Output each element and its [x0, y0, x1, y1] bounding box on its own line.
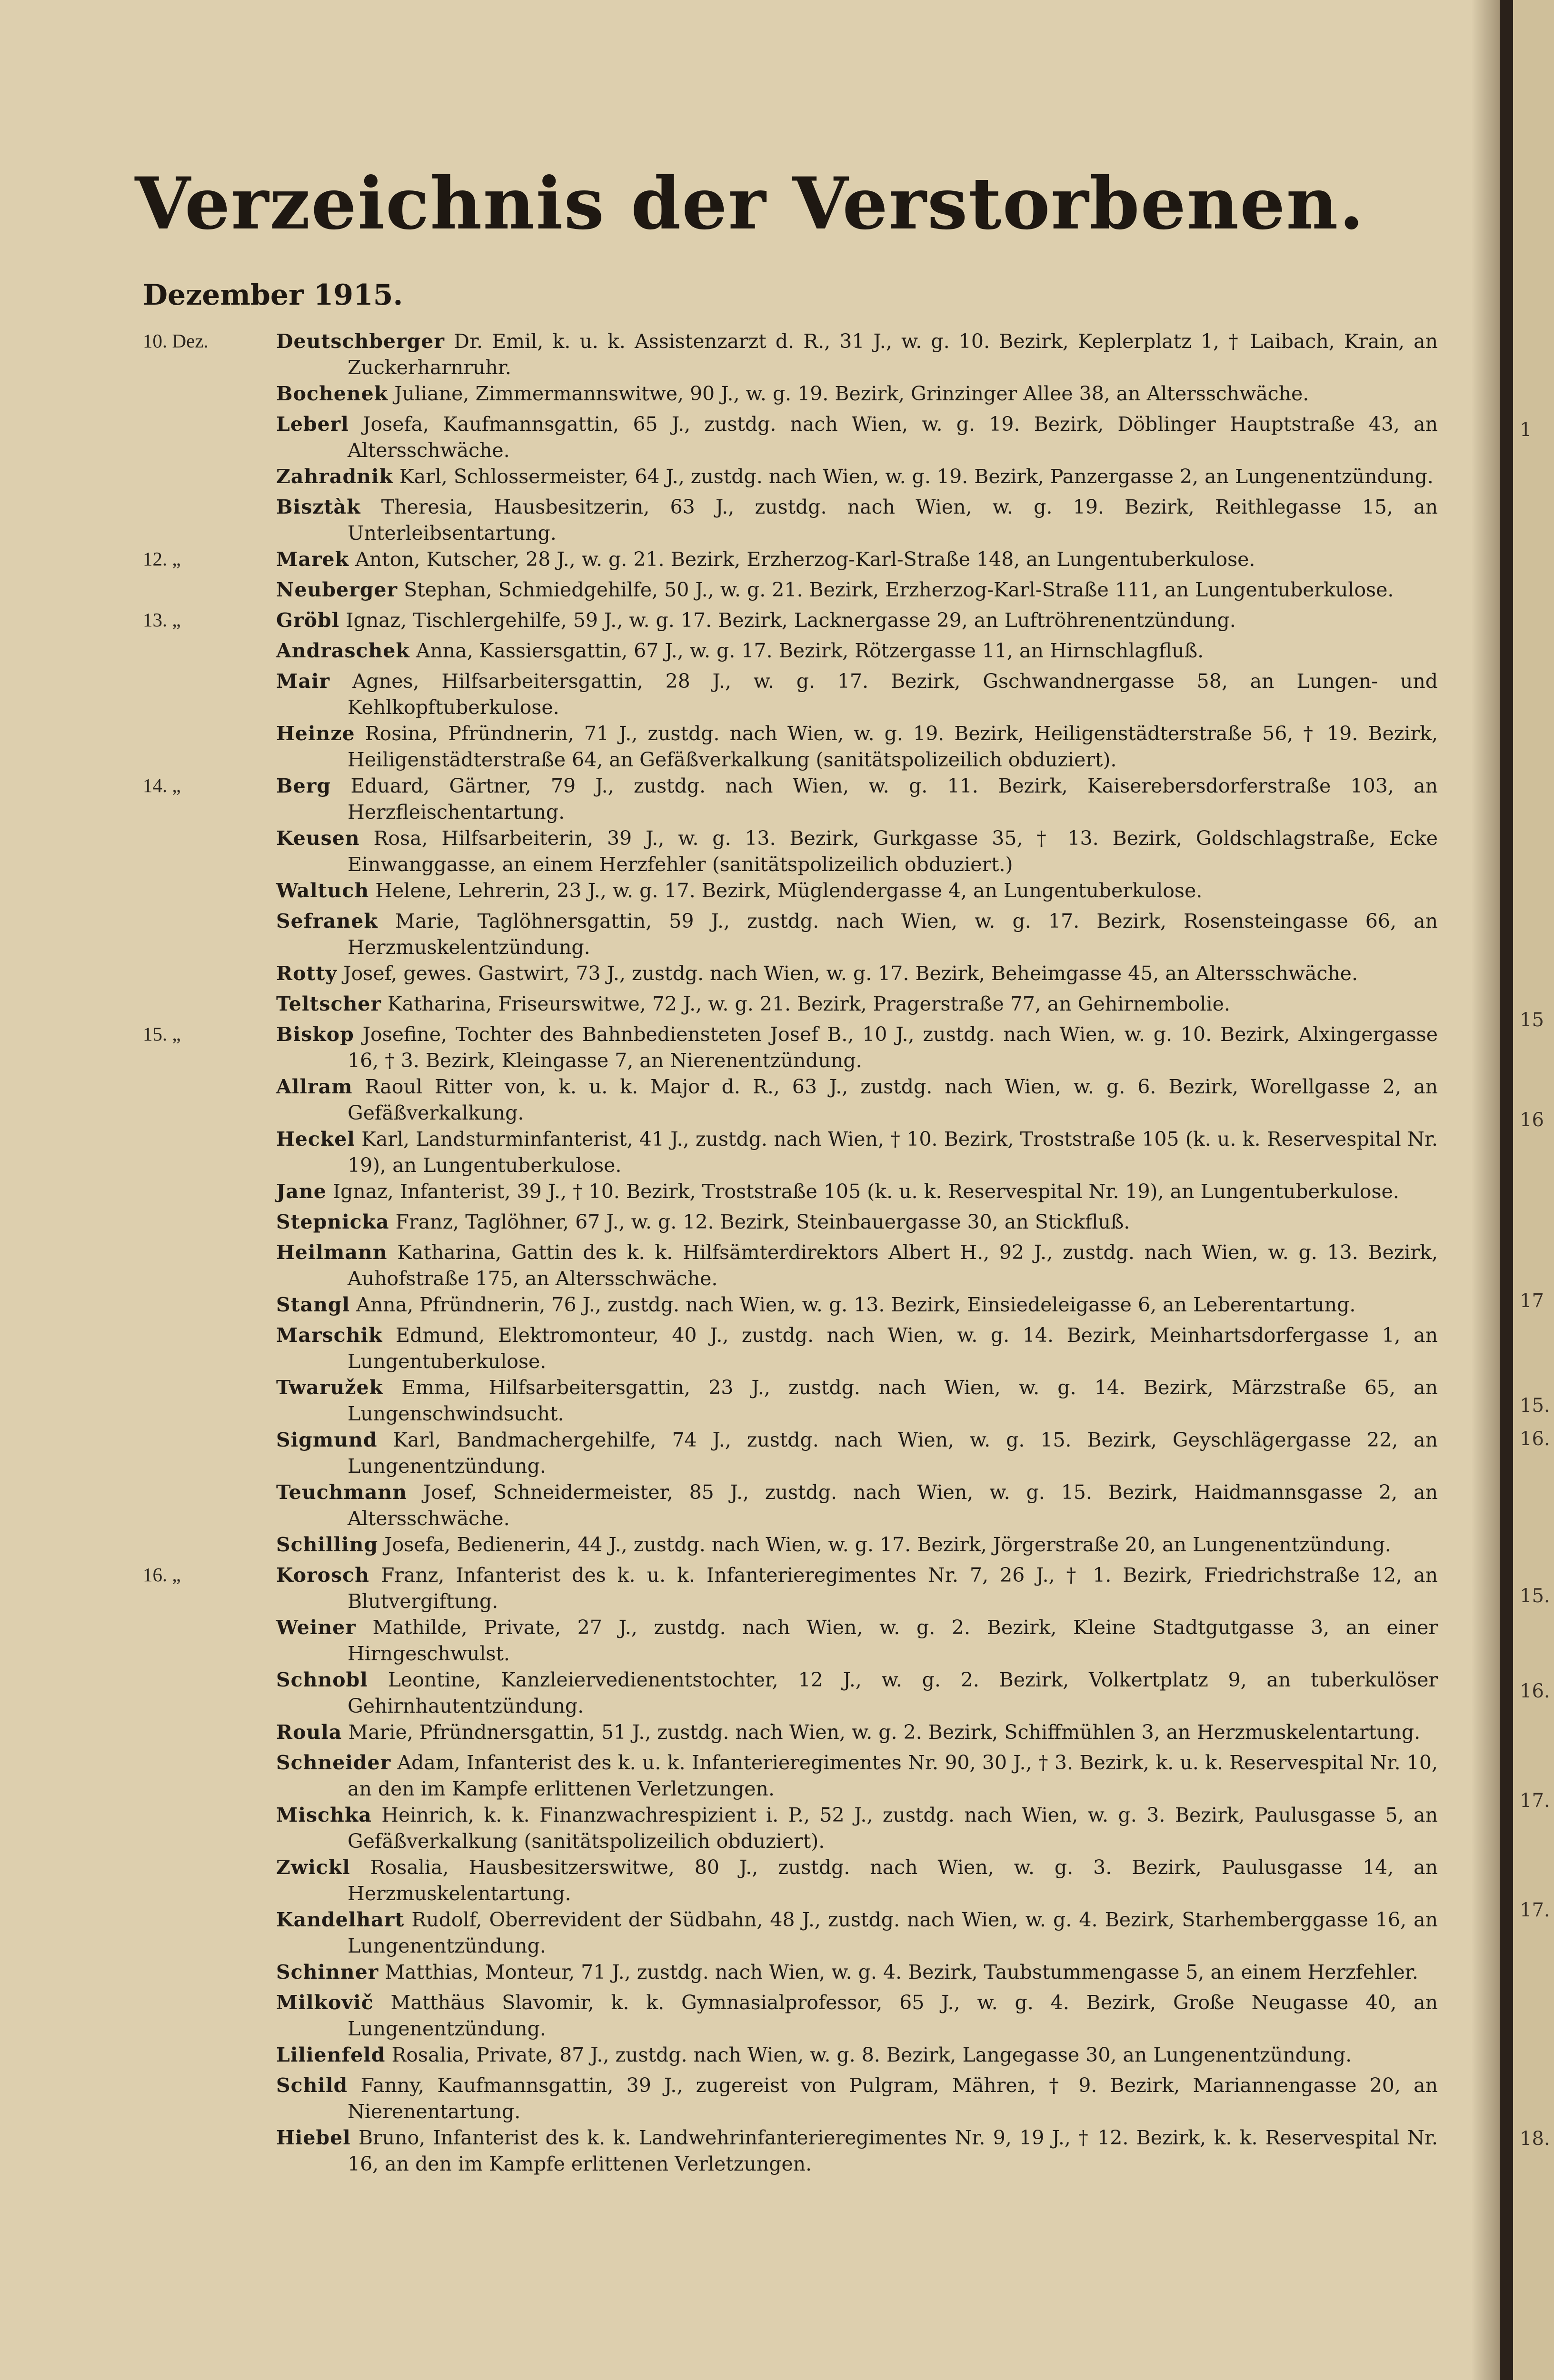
- entry-body: [276, 1959, 1438, 1985]
- entry-body: [276, 1375, 1438, 1427]
- deceased-surname: Heinze: [276, 722, 355, 745]
- register-entry: [143, 1021, 1438, 1074]
- entry-details: Juliane, Zimmermannswitwe, 90 J., w. g. 19. Bezirk, Grinzinger Allee 38, an Altersschwäche.: [394, 382, 1309, 405]
- deceased-surname: Gröbl: [276, 609, 340, 632]
- entry-details: Josefa, Bedienerin, 44 J., zustdg. nach Wien, w. g. 17. Bezirk, Jörgerstraße 20, an Lungenentzündung.: [384, 1533, 1391, 1556]
- register-entry: [143, 1322, 1438, 1375]
- entry-body: [276, 668, 1438, 721]
- entry-details: Marie, Pfründnersgattin, 51 J., zustdg. nach Wien, w. g. 2. Bezirk, Schiffmühlen 3, an Herzmuskelentartung.: [348, 1721, 1421, 1744]
- register-entry: [143, 607, 1438, 638]
- entry-body: [276, 825, 1438, 878]
- deceased-surname: Keusen: [276, 827, 360, 850]
- entry-body: [276, 607, 1438, 634]
- entry-body: [276, 381, 1438, 407]
- entry-body: [276, 2042, 1438, 2068]
- register-entry: [143, 1209, 1438, 1240]
- entry-date: 14. „: [143, 774, 181, 796]
- register-entry: [143, 1562, 1438, 1615]
- adjacent-page-strip: [1513, 0, 1554, 2380]
- entry-body: [276, 991, 1438, 1017]
- adjacent-margin-number: 16.: [1520, 1680, 1550, 1702]
- register-entry: [143, 1959, 1438, 1990]
- death-register-list: [143, 328, 1438, 2177]
- deceased-surname: Teltscher: [276, 992, 381, 1015]
- register-entry: [143, 2073, 1438, 2125]
- register-entry: [143, 1126, 1438, 1179]
- deceased-surname: Weiner: [276, 1616, 356, 1639]
- register-entry: [143, 577, 1438, 607]
- entry-details: Rosina, Pfründnerin, 71 J., zustdg. nach Wien, w. g. 19. Bezirk, Heiligenstädterstraße 56, † 19. Bezirk, Heiligenstädterstraße 64, an Gefäßverkalkung (sanitätspolizeilich obduziert).: [348, 722, 1438, 771]
- deceased-surname: Lilienfeld: [276, 2043, 386, 2066]
- deceased-surname: Rotty: [276, 962, 338, 985]
- entry-body: [276, 1719, 1438, 1745]
- register-entry: [143, 1667, 1438, 1719]
- entry-body: [276, 1179, 1438, 1205]
- entry-details: Stephan, Schmiedgehilfe, 50 J., w. g. 21. Bezirk, Erzherzog-Karl-Straße 111, an Lungentuberkulose.: [404, 578, 1394, 601]
- adjacent-margin-number: 16.: [1520, 1428, 1550, 1450]
- deceased-surname: Waltuch: [276, 879, 369, 902]
- deceased-surname: Hiebel: [276, 2126, 351, 2149]
- deceased-surname: Heilmann: [276, 1241, 388, 1264]
- register-entry: [143, 464, 1438, 494]
- entry-details: Katharina, Gattin des k. k. Hilfsämterdirektors Albert H., 92 J., zustdg. nach Wien, w. g. 13. Bezirk, Auhofstraße 175, an Altersschwäche.: [348, 1241, 1438, 1290]
- register-entry: [143, 878, 1438, 908]
- entry-details: Emma, Hilfsarbeitersgattin, 23 J., zustdg. nach Wien, w. g. 14. Bezirk, Märzstraße 65, an Lungenschwindsucht.: [348, 1376, 1438, 1425]
- adjacent-margin-number: 16: [1520, 1109, 1544, 1131]
- deceased-surname: Allram: [276, 1075, 353, 1098]
- entry-details: Anton, Kutscher, 28 J., w. g. 21. Bezirk, Erzherzog-Karl-Straße 148, an Lungentuberkulose.: [355, 548, 1255, 571]
- register-entry: [143, 381, 1438, 411]
- register-entry: [143, 1854, 1438, 1907]
- deceased-surname: Jane: [276, 1180, 327, 1203]
- entry-details: Adam, Infanterist des k. u. k. Infanterieregimentes Nr. 90, 30 J., † 3. Bezirk, k. u. k. Reservespital Nr. 10, an den im Kampfe erlittenen Verletzungen.: [348, 1751, 1438, 1800]
- register-entry: [143, 825, 1438, 878]
- deceased-surname: Twaružek: [276, 1376, 384, 1399]
- entry-body: [276, 1209, 1438, 1235]
- entry-body: [276, 577, 1438, 603]
- deceased-surname: Teuchmann: [276, 1481, 408, 1504]
- register-entry: [143, 1615, 1438, 1667]
- entry-details: Rosalia, Private, 87 J., zustdg. nach Wien, w. g. 8. Bezirk, Langegasse 30, an Lungenentzündung.: [391, 2043, 1352, 2066]
- register-entry: [143, 1990, 1438, 2042]
- entry-body: [276, 1854, 1438, 1907]
- entry-details: Agnes, Hilfsarbeitersgattin, 28 J., w. g. 17. Bezirk, Gschwandnergasse 58, an Lungen- und Kehlkopftuberkulose.: [348, 670, 1438, 719]
- register-entry: [143, 721, 1438, 773]
- entry-details: Rosalia, Hausbesitzerswitwe, 80 J., zustdg. nach Wien, w. g. 3. Bezirk, Paulusgasse 14, an Herzmuskelentartung.: [348, 1856, 1438, 1905]
- deceased-surname: Bochenek: [276, 382, 388, 405]
- register-entry: [143, 991, 1438, 1021]
- entry-date: 13. „: [143, 609, 181, 631]
- register-entry: [143, 2042, 1438, 2073]
- register-entry: [143, 2125, 1438, 2177]
- entry-body: [276, 1990, 1438, 2042]
- entry-details: Anna, Pfründnerin, 76 J., zustdg. nach Wien, w. g. 13. Bezirk, Einsiedeleigasse 6, an Leberentartung.: [356, 1293, 1356, 1316]
- register-entry: [143, 908, 1438, 961]
- register-entry: [143, 494, 1438, 546]
- deceased-surname: Kandelhart: [276, 1908, 405, 1931]
- register-entry: [143, 1907, 1438, 1959]
- deceased-surname: Heckel: [276, 1128, 355, 1150]
- entry-details: Ignaz, Tischlergehilfe, 59 J., w. g. 17. Bezirk, Lacknergasse 29, an Luftröhrenentzündung.: [346, 609, 1236, 632]
- register-entry: [143, 1750, 1438, 1802]
- deceased-surname: Leberl: [276, 413, 349, 436]
- entry-body: [276, 1615, 1438, 1667]
- entry-details: Edmund, Elektromonteur, 40 J., zustdg. nach Wien, w. g. 14. Bezirk, Meinhartsdorfergasse 1, an Lungentuberkulose.: [348, 1324, 1438, 1373]
- entry-details: Heinrich, k. k. Finanzwachrespizient i. P., 52 J., zustdg. nach Wien, w. g. 3. Bezirk, Paulusgasse 5, an Gefäßverkalkung (sanitätspolizeilich obduziert).: [348, 1804, 1438, 1853]
- entry-body: [276, 2125, 1438, 2177]
- register-entry: [143, 773, 1438, 825]
- entry-body: [276, 411, 1438, 464]
- entry-details: Fanny, Kaufmannsgattin, 39 J., zugereist von Pulgram, Mähren, † 9. Bezirk, Mariannengasse 20, an Nierenentartung.: [348, 2074, 1438, 2123]
- adjacent-margin-number: 17.: [1520, 1790, 1550, 1812]
- entry-details: Leontine, Kanzleiervedienentstochter, 12 J., w. g. 2. Bezirk, Volkertplatz 9, an tuberkulöser Gehirnhautentzündung.: [348, 1668, 1438, 1717]
- entry-details: Rudolf, Oberrevident der Südbahn, 48 J., zustdg. nach Wien, w. g. 4. Bezirk, Starhemberggasse 16, an Lungenentzündung.: [348, 1908, 1438, 1957]
- register-entry: [143, 1375, 1438, 1427]
- entry-body: [276, 1322, 1438, 1375]
- entry-date: 15. „: [143, 1023, 181, 1045]
- month-heading: Dezember 1915.: [143, 278, 403, 312]
- entry-body: [276, 638, 1438, 664]
- adjacent-margin-number: 15: [1520, 1009, 1544, 1031]
- entry-details: Dr. Emil, k. u. k. Assistenzarzt d. R., 31 J., w. g. 10. Bezirk, Keplerplatz 1, † Laibach, Krain, an Zuckerharnruhr.: [348, 330, 1438, 379]
- register-entry: [143, 1179, 1438, 1209]
- deceased-surname: Mair: [276, 670, 330, 693]
- register-entry: [143, 1427, 1438, 1479]
- entry-date: 16. „: [143, 1564, 181, 1586]
- entry-details: Eduard, Gärtner, 79 J., zustdg. nach Wien, w. g. 11. Bezirk, Kaiserebersdorferstraße 103, an Herzfleischentartung.: [348, 774, 1438, 823]
- deceased-surname: Deutschberger: [276, 330, 445, 353]
- entry-details: Josef, Schneidermeister, 85 J., zustdg. nach Wien, w. g. 15. Bezirk, Haidmannsgasse 2, an Altersschwäche.: [348, 1481, 1438, 1530]
- deceased-surname: Schinner: [276, 1961, 379, 1983]
- register-entry: [143, 1719, 1438, 1750]
- entry-body: [276, 1427, 1438, 1479]
- entry-details: Ignaz, Infanterist, 39 J., † 10. Bezirk, Troststraße 105 (k. u. k. Reservespital Nr. 19), an Lungentuberkulose.: [332, 1180, 1399, 1203]
- adjacent-margin-number: 15.: [1520, 1395, 1550, 1417]
- entry-details: Bruno, Infanterist des k. k. Landwehrinfanterieregimentes Nr. 9, 19 J., † 12. Bezirk, k. k. Reservespital Nr. 16, an den im Kampfe erlittenen Verletzungen.: [348, 2126, 1438, 2175]
- adjacent-margin-number: 18.: [1520, 2128, 1550, 2150]
- entry-details: Matthäus Slavomir, k. k. Gymnasialprofessor, 65 J., w. g. 4. Bezirk, Große Neugasse 40, an Lungenentzündung.: [348, 1991, 1438, 2040]
- register-entry: [143, 1240, 1438, 1292]
- register-entry: [143, 1292, 1438, 1322]
- entry-details: Josef, gewes. Gastwirt, 73 J., zustdg. nach Wien, w. g. 17. Bezirk, Beheimgasse 45, an Altersschwäche.: [343, 962, 1358, 985]
- register-entry: [143, 1074, 1438, 1126]
- entry-body: [276, 878, 1438, 904]
- register-entry: [143, 1479, 1438, 1532]
- entry-body: [276, 464, 1438, 490]
- deceased-surname: Biskop: [276, 1023, 354, 1046]
- deceased-surname: Neuberger: [276, 578, 398, 601]
- entry-body: [276, 1532, 1438, 1558]
- register-entry: [143, 546, 1438, 577]
- deceased-surname: Marek: [276, 548, 349, 571]
- entry-body: [276, 1667, 1438, 1719]
- entry-details: Franz, Infanterist des k. u. k. Infanterieregimentes Nr. 7, 26 J., † 1. Bezirk, Friedrichstraße 12, an Blutvergiftung.: [348, 1564, 1438, 1613]
- entry-body: [276, 961, 1438, 987]
- entry-date: 10. Dez.: [143, 330, 209, 352]
- entry-details: Franz, Taglöhner, 67 J., w. g. 12. Bezirk, Steinbauergasse 30, an Stickfluß.: [395, 1210, 1130, 1233]
- entry-body: [276, 546, 1438, 573]
- entry-body: [276, 1021, 1438, 1074]
- entry-details: Mathilde, Private, 27 J., zustdg. nach Wien, w. g. 2. Bezirk, Kleine Stadtgutgasse 3, an einer Hirngeschwulst.: [348, 1616, 1438, 1665]
- page-title: Verzeichnis der Verstorbenen.: [135, 162, 1365, 246]
- entry-details: Karl, Bandmachergehilfe, 74 J., zustdg. nach Wien, w. g. 15. Bezirk, Geyschlägergasse 22, an Lungenentzündung.: [348, 1428, 1438, 1478]
- register-entry: [143, 961, 1438, 991]
- adjacent-margin-number: 17: [1520, 1290, 1544, 1312]
- deceased-surname: Marschik: [276, 1324, 383, 1347]
- deceased-surname: Sefranek: [276, 910, 378, 932]
- entry-details: Marie, Taglöhnersgattin, 59 J., zustdg. nach Wien, w. g. 17. Bezirk, Rosensteingasse 66, an Herzmuskelentzündung.: [348, 910, 1438, 959]
- deceased-surname: Milkovič: [276, 1991, 374, 2014]
- entry-details: Anna, Kassiersgattin, 67 J., w. g. 17. Bezirk, Rötzergasse 11, an Hirnschlagfluß.: [416, 639, 1204, 662]
- entry-body: [276, 1802, 1438, 1854]
- entry-body: [276, 773, 1438, 825]
- entry-body: [276, 1479, 1438, 1532]
- register-entry: [143, 638, 1438, 668]
- deceased-surname: Mischka: [276, 1804, 372, 1826]
- register-entry: [143, 668, 1438, 721]
- entry-body: [276, 328, 1438, 381]
- adjacent-margin-number: 15.: [1520, 1585, 1550, 1607]
- adjacent-margin-number: 17.: [1520, 1899, 1550, 1921]
- deceased-surname: Schneider: [276, 1751, 391, 1774]
- deceased-surname: Zahradnik: [276, 465, 393, 488]
- deceased-surname: Korosch: [276, 1564, 369, 1587]
- entry-details: Raoul Ritter von, k. u. k. Major d. R., 63 J., zustdg. nach Wien, w. g. 6. Bezirk, Worellgasse 2, an Gefäßverkalkung.: [348, 1075, 1438, 1124]
- register-entry: [143, 328, 1438, 381]
- entry-body: [276, 494, 1438, 546]
- entry-body: [276, 1562, 1438, 1615]
- entry-details: Theresia, Hausbesitzerin, 63 J., zustdg. nach Wien, w. g. 19. Bezirk, Reithlegasse 15, an Unterleibsentartung.: [348, 496, 1438, 545]
- entry-details: Josefa, Kaufmannsgattin, 65 J., zustdg. nach Wien, w. g. 19. Bezirk, Döblinger Hauptstraße 43, an Altersschwäche.: [348, 413, 1438, 462]
- deceased-surname: Stepnicka: [276, 1210, 389, 1233]
- register-entry: [143, 1532, 1438, 1562]
- deceased-surname: Andraschek: [276, 639, 410, 662]
- page-gutter: [1500, 0, 1513, 2380]
- deceased-surname: Schilling: [276, 1533, 379, 1556]
- entry-details: Katharina, Friseurswitwe, 72 J., w. g. 21. Bezirk, Pragerstraße 77, an Gehirnembolie.: [388, 992, 1230, 1015]
- deceased-surname: Berg: [276, 774, 331, 797]
- entry-body: [276, 1126, 1438, 1179]
- entry-details: Helene, Lehrerin, 23 J., w. g. 17. Bezirk, Müglendergasse 4, an Lungentuberkulose.: [375, 879, 1203, 902]
- deceased-surname: Sigmund: [276, 1428, 378, 1451]
- entry-details: Rosa, Hilfsarbeiterin, 39 J., w. g. 13. Bezirk, Gurkgasse 35, † 13. Bezirk, Goldschlagstraße, Ecke Einwanggasse, an einem Herzfehler (sanitätspolizeilich obduziert.): [348, 827, 1438, 876]
- entry-body: [276, 1292, 1438, 1318]
- entry-body: [276, 1074, 1438, 1126]
- entry-body: [276, 1750, 1438, 1802]
- deceased-surname: Schnobl: [276, 1668, 368, 1691]
- entry-body: [276, 721, 1438, 773]
- deceased-surname: Bisztàk: [276, 496, 361, 518]
- entry-body: [276, 1907, 1438, 1959]
- register-entry: [143, 411, 1438, 464]
- deceased-surname: Schild: [276, 2074, 348, 2097]
- deceased-surname: Roula: [276, 1721, 342, 1744]
- entry-details: Josefine, Tochter des Bahnbediensteten Josef B., 10 J., zustdg. nach Wien, w. g. 10. Bezirk, Alxingergasse 16, † 3. Bezirk, Kleingasse 7, an Nierenentzündung.: [348, 1023, 1438, 1072]
- adjacent-margin-number: 1: [1520, 419, 1532, 441]
- entry-body: [276, 2073, 1438, 2125]
- entry-date: 12. „: [143, 548, 181, 570]
- entry-body: [276, 908, 1438, 961]
- register-entry: [143, 1802, 1438, 1854]
- deceased-surname: Stangl: [276, 1293, 350, 1316]
- entry-details: Karl, Schlossermeister, 64 J., zustdg. nach Wien, w. g. 19. Bezirk, Panzergasse 2, an Lungenentzündung.: [399, 465, 1434, 488]
- entry-details: Matthias, Monteur, 71 J., zustdg. nach Wien, w. g. 4. Bezirk, Taubstummengasse 5, an einem Herzfehler.: [385, 1961, 1418, 1983]
- entry-body: [276, 1240, 1438, 1292]
- deceased-surname: Zwickl: [276, 1856, 350, 1879]
- entry-details: Karl, Landsturminfanterist, 41 J., zustdg. nach Wien, † 10. Bezirk, Troststraße 105 (k. u. k. Reservespital Nr. 19), an Lungentuberkulose.: [348, 1128, 1438, 1177]
